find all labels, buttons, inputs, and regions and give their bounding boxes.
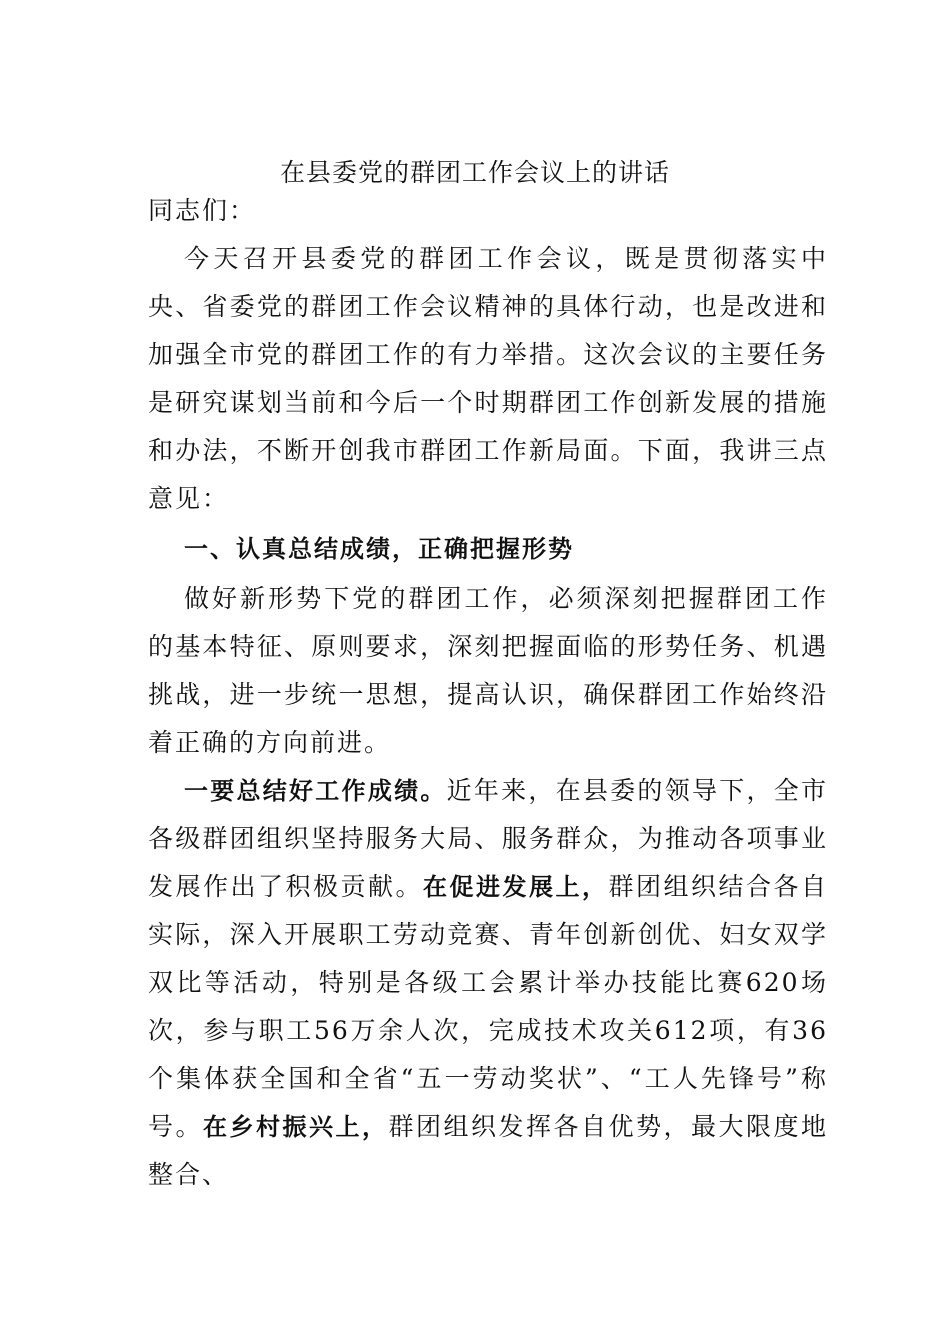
point-1-lead-2: 在促进发展上，	[423, 873, 609, 901]
point-1-text-2: 群团组织结合各自实际，深入开展职工劳动竞赛、青年创新创优、妇女双学双比等活动，特别是各级工会累计举办技能比赛620场次，参与职工56万余人次，完成技术攻关612项，有36个集体获全国和全省“五一劳动奖状”、“工人先锋号”称号。	[148, 872, 828, 1141]
intro-paragraph: 今天召开县委党的群团工作会议，既是贯彻落实中央、省委党的群团工作会议精神的具体行动，也是改进和加强全市党的群团工作的有力举措。这次会议的主要任务是研究谋划当前和今后一个时期群团工作创新发展的措施和办法，不断开创我市群团工作新局面。下面，我讲三点意见：	[148, 244, 828, 513]
section-1-paragraph: 做好新形势下党的群团工作，必须深刻把握群团工作的基本特征、原则要求，深刻把握面临的形势任务、机遇挑战，进一步统一思想，提高认识，确保群团工作始终沿着正确的方向前进。	[148, 584, 828, 757]
salutation: 同志们：	[148, 196, 257, 225]
point-1-text-1: 近年来，在县委的领导下，全市各级群团组织坚持服务大局、服务群众，为推动各项事业发展作出了积极贡献。	[148, 776, 828, 901]
section-heading-1: 一、认真总结成绩，正确把握形势	[184, 535, 574, 563]
point-1-paragraph	[148, 767, 828, 1199]
document-body	[148, 187, 828, 1199]
document-title: 在县委党的群团工作会议上的讲话	[279, 158, 670, 187]
point-1-text-3: 群团组织发挥各自优势，最大限度地整合、	[148, 1112, 828, 1189]
point-1-lead-3: 在乡村振兴上，	[203, 1113, 389, 1141]
point-1-lead: 一要总结好工作成绩。	[184, 777, 447, 805]
